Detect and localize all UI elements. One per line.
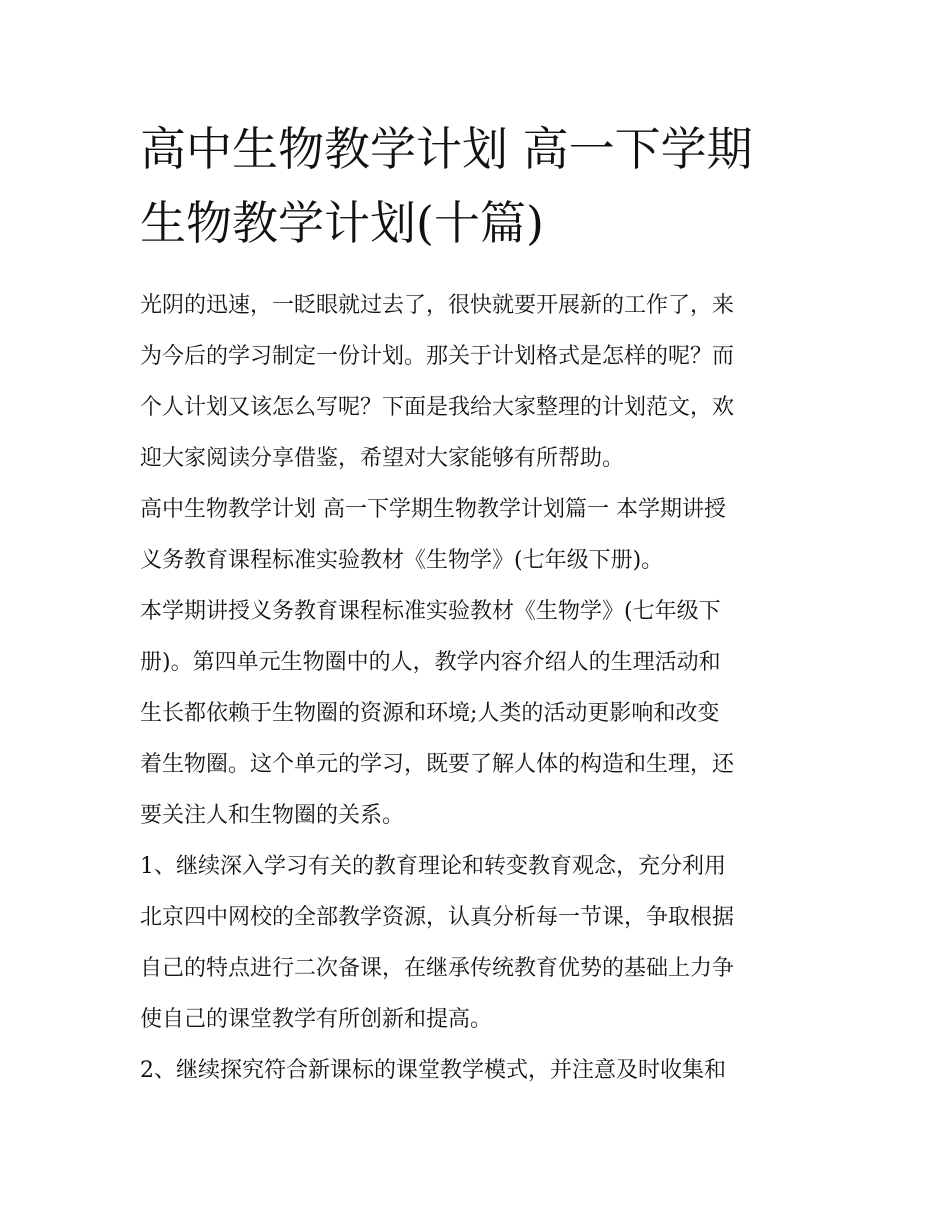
paragraph-course-description: [140, 586, 830, 841]
paragraph-item-1: [140, 841, 830, 1045]
text-line: 光阴的迅速，一眨眼就过去了，很快就要开展新的工作了，来: [140, 293, 735, 318]
text-line: 着生物圈。这个单元的学习，既要了解人体的构造和生理，还: [140, 752, 735, 777]
text-line: 迎大家阅读分享借鉴，希望对大家能够有所帮助。: [140, 446, 625, 471]
text-line: 高中生物教学计划 高一下学期生物教学计划篇一 本学期讲授: [140, 497, 726, 522]
title-line: 生物教学计划(十篇): [140, 196, 544, 250]
title-line: 高中生物教学计划 高一下学期: [140, 122, 753, 176]
document-title: [140, 112, 830, 260]
text-line: 生长都依赖于生物圈的资源和环境;人类的活动更影响和改变: [140, 701, 720, 726]
text-line: 册)。第四单元生物圈中的人，教学内容介绍人的生理活动和: [140, 650, 721, 675]
text-line: 1、继续深入学习有关的教育理论和转变教育观念，充分利用: [140, 854, 726, 879]
text-line: 个人计划又该怎么写呢？下面是我给大家整理的计划范文，欢: [140, 395, 735, 420]
text-line: 使自己的课堂教学有所创新和提高。: [140, 1007, 493, 1032]
text-line: 北京四中网校的全部教学资源，认真分析每一节课，争取根据: [140, 905, 735, 930]
paragraph-item-2: [140, 1045, 830, 1096]
paragraph-section-heading: [140, 484, 830, 586]
text-line: 自己的特点进行二次备课，在继承传统教育优势的基础上力争: [140, 956, 735, 981]
paragraph-intro: [140, 280, 830, 484]
text-line: 本学期讲授义务教育课程标准实验教材《生物学》(七年级下: [140, 599, 721, 624]
text-line: 2、继续探究符合新课标的课堂教学模式，并注意及时收集和: [140, 1058, 726, 1083]
document-body: [140, 280, 830, 1096]
text-line: 义务教育课程标准实验教材《生物学》(七年级下册)。: [140, 548, 664, 573]
text-line: 要关注人和生物圈的关系。: [140, 803, 405, 828]
text-line: 为今后的学习制定一份计划。那关于计划格式是怎样的呢？而: [140, 344, 735, 369]
